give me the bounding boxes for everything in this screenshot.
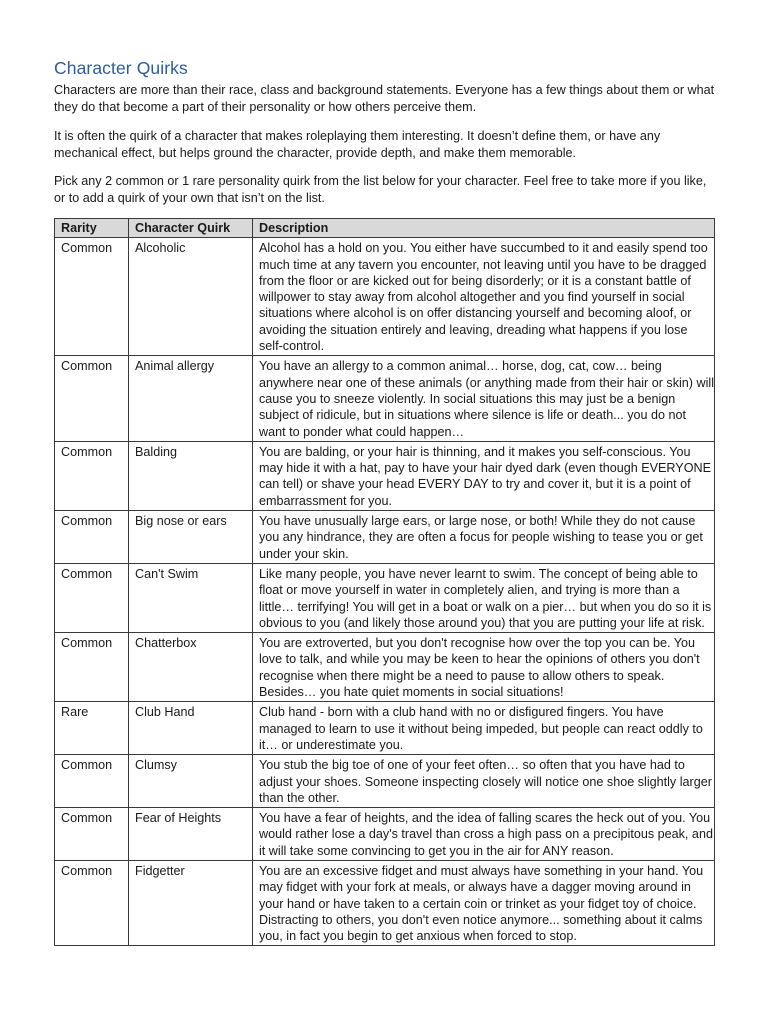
table-row xyxy=(55,702,715,755)
description-cell: You have unusually large ears, or large nose, or both! While they do not cause you any hindrance, they are often a focus for people wishing to tease you or get under your skin. xyxy=(253,511,715,564)
rarity-cell: Rare xyxy=(55,702,129,755)
instructions-paragraph: Pick any 2 common or 1 rare personality quirk from the list below for your character. Feel free to take more if you like, or to add a quirk of your own that isn’t on the list. xyxy=(54,174,707,205)
header-rarity: Rarity xyxy=(55,219,129,238)
description-cell: You stub the big toe of one of your feet often… so often that you have had to adjust your shoes. Someone inspecting closely will notice one shoe slightly larger than the other. xyxy=(253,755,715,808)
description-cell: You are balding, or your hair is thinning, and it makes you self-conscious. You may hide it with a hat, pay to have your hair dyed dark (even though EVERYONE can tell) or shave your head EVERY DAY to try and cover it, but it is a point of embarrassment for you. xyxy=(253,441,715,510)
quirks-table xyxy=(54,218,715,946)
table-row xyxy=(55,563,715,632)
rarity-cell: Common xyxy=(55,563,129,632)
quirk-cell: Chatterbox xyxy=(129,633,253,702)
rarity-cell: Common xyxy=(55,860,129,945)
quirk-cell: Can't Swim xyxy=(129,563,253,632)
table-header-row xyxy=(55,219,715,238)
quirk-cell: Animal allergy xyxy=(129,356,253,441)
table-row xyxy=(55,755,715,808)
rarity-cell: Common xyxy=(55,441,129,510)
rarity-cell: Common xyxy=(55,808,129,861)
table-row xyxy=(55,860,715,945)
description-cell: You are an excessive fidget and must always have something in your hand. You may fidget with your fork at meals, or always have a dagger moving around in your hand or have taken to a certain coin or trinket as your fidget toy of choice. Distracting to others, you don't even notice anymore... something about it calms you, in fact you begin to get anxious when forced to stop. xyxy=(253,860,715,945)
table-row xyxy=(55,356,715,441)
table-row xyxy=(55,238,715,356)
table-row xyxy=(55,808,715,861)
roleplay-paragraph: It is often the quirk of a character that makes roleplaying them interesting. It doesn’t define them, or have any mechanical effect, but helps ground the character, provide depth, and make them memorable. xyxy=(54,129,661,160)
quirk-cell: Fidgetter xyxy=(129,860,253,945)
header-description: Description xyxy=(253,219,715,238)
table-row xyxy=(55,633,715,702)
page-title: Character Quirks xyxy=(54,58,188,78)
rarity-cell: Common xyxy=(55,356,129,441)
quirk-cell: Clumsy xyxy=(129,755,253,808)
description-cell: Like many people, you have never learnt to swim. The concept of being able to float or move yourself in water in completely alien, and trying is more than a little… terrifying! You will get in a boat or walk on a pier… but when you do so it is obvious to you (and likely those around you) that you are putting your life at risk. xyxy=(253,563,715,632)
table-row xyxy=(55,441,715,510)
quirk-cell: Balding xyxy=(129,441,253,510)
quirk-cell: Big nose or ears xyxy=(129,511,253,564)
description-cell: Club hand - born with a club hand with no or disfigured fingers. You have managed to learn to use it without being impeded, but people can react oddly to it… or underestimate you. xyxy=(253,702,715,755)
rarity-cell: Common xyxy=(55,238,129,356)
quirk-cell: Club Hand xyxy=(129,702,253,755)
rarity-cell: Common xyxy=(55,511,129,564)
description-cell: You have an allergy to a common animal… horse, dog, cat, cow… being anywhere near one of these animals (or anything made from their hair or skin) will cause you to sneeze violently. In social situations this may just be a benign subject of ridicule, but in situations where silence is life or death... you do not want to ponder what could happen… xyxy=(253,356,715,441)
rarity-cell: Common xyxy=(55,755,129,808)
description-cell: Alcohol has a hold on you. You either have succumbed to it and easily spend too much time at any tavern you encounter, not leaving until you have to be dragged from the floor or are kicked out for being disorderly; or it is a constant battle of willpower to stay away from alcohol altogether and you find yourself in social situations where alcohol is on offer distancing yourself and becoming aloof, or avoiding the situation entirely and leaving, dreading what happens if you lose self-control. xyxy=(253,238,715,356)
quirk-cell: Fear of Heights xyxy=(129,808,253,861)
table-row xyxy=(55,511,715,564)
rarity-cell: Common xyxy=(55,633,129,702)
header-character-quirk: Character Quirk xyxy=(129,219,253,238)
intro-paragraph: Characters are more than their race, class and background statements. Everyone has a few things about them or what they do that become a part of their personality or how others perceive them. xyxy=(54,83,715,114)
quirk-cell: Alcoholic xyxy=(129,238,253,356)
description-cell: You are extroverted, but you don't recognise how over the top you can be. You love to talk, and while you may be keen to hear the opinions of others you don't recognise when there might be a need to pause to allow others to speak. Besides… you hate quiet moments in social situations! xyxy=(253,633,715,702)
description-cell: You have a fear of heights, and the idea of falling scares the heck out of you. You would rather lose a day's travel than cross a high pass on a precipitous peak, and it will take some convincing to get you in the air for ANY reason. xyxy=(253,808,715,861)
